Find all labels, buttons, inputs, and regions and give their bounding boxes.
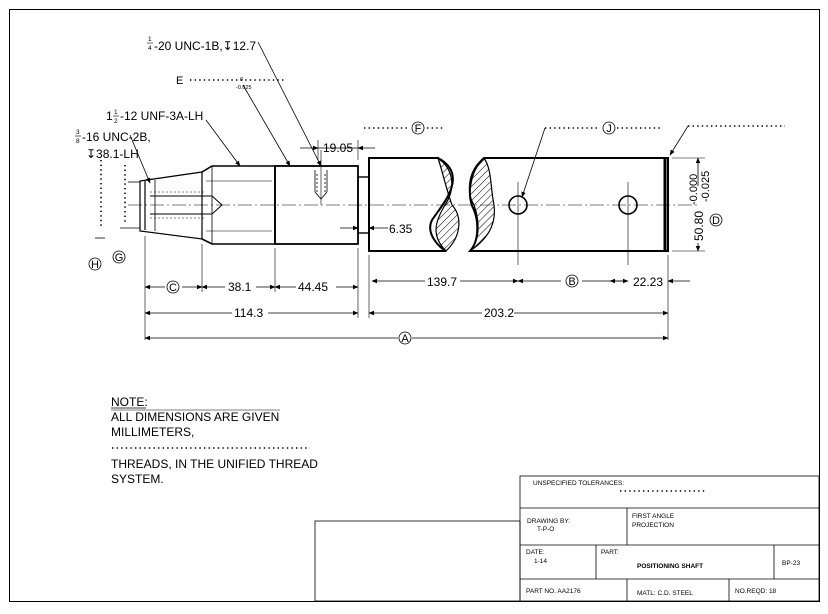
callout-mid-whole: 1 [106, 109, 113, 123]
note-line-1: ALL DIMENSIONS ARE GIVEN [111, 410, 280, 424]
tb-no-reqd: NO.REQD: 18 [735, 588, 777, 595]
callout-top-frac-den: 4 [148, 45, 152, 52]
dim-tol-lower: -0.025 [700, 170, 712, 202]
svg-text:C: C [169, 282, 177, 294]
tb-material: MATL: C.D. STEEL [637, 590, 693, 597]
note-line-2: MILLIMETERS, [111, 425, 195, 439]
title-block-text [526, 480, 800, 597]
tb-drawing-by-label: DRAWING BY: [527, 518, 571, 525]
callout-mid-thread: -12 UNF-3A-LH [120, 109, 204, 123]
dimension-values [228, 141, 712, 320]
tb-projection-1: FIRST ANGLE [632, 513, 675, 520]
callout-tol-sub: -0.025 [236, 85, 252, 91]
callout-left-frac-num: 3 [76, 129, 80, 136]
callout-top-frac-num: 1 [148, 36, 152, 43]
tb-projection-2: PROJECTION [632, 522, 674, 529]
callout-left-frac-den: 8 [76, 138, 80, 145]
callout-top-thread: -20 UNC-1B,↧12.7 [154, 39, 257, 53]
callout-left-depth: ↧38.1-LH [86, 147, 139, 161]
title-block [315, 476, 819, 601]
marker-c [167, 281, 179, 294]
marker-g [113, 251, 125, 264]
dim-6-35: 6.35 [389, 222, 413, 236]
callouts [75, 36, 256, 161]
tb-unspecified-tolerances: UNSPECIFIED TOLERANCES: [533, 480, 625, 487]
marker-a [399, 332, 411, 345]
tb-part-no: PART NO. AA2176 [526, 588, 581, 595]
tb-date-value: 1-14 [534, 558, 548, 565]
leader-lines [130, 42, 688, 197]
tb-drawing-by-value: T-P-O [537, 526, 555, 533]
callout-tol-label: E [176, 75, 184, 87]
dim-tol-upper: -0.000 [688, 173, 700, 205]
svg-text:H: H [91, 259, 99, 271]
dim-203-2: 203.2 [484, 306, 515, 320]
break-hatch-left [436, 158, 459, 251]
break-hatch-right [469, 158, 494, 251]
dim-114-3: 114.3 [234, 306, 264, 320]
callout-tol-sup: 0 [240, 77, 244, 83]
callout-mid-frac-den: 2 [114, 118, 118, 125]
tb-drawing-no: BP-23 [782, 560, 801, 567]
svg-text:J: J [606, 123, 612, 135]
marker-h [89, 258, 101, 271]
dim-22-23: 22.23 [633, 275, 664, 289]
svg-text:G: G [114, 252, 124, 264]
shaft-outline [140, 158, 668, 251]
dim-50-80: 50.80 [692, 210, 706, 241]
note-heading: NOTE: [111, 395, 148, 409]
dim-44-45: 44.45 [298, 280, 329, 294]
tb-part-label: PART: [601, 549, 619, 556]
marker-f [412, 122, 424, 135]
callout-mid-frac-num: 1 [114, 109, 118, 116]
note-line-3: THREADS, IN THE UNIFIED THREAD [111, 457, 318, 471]
sheet-border [10, 10, 820, 602]
note-line-4: SYSTEM. [111, 472, 164, 486]
callout-left-thread: -16 UNC-2B, [82, 130, 151, 144]
svg-text:F: F [414, 123, 422, 135]
extension-lines [145, 140, 705, 340]
svg-text:D: D [712, 215, 720, 227]
dim-139-7: 139.7 [427, 275, 458, 289]
tb-date-label: DATE: [526, 549, 545, 556]
dim-38-1: 38.1 [228, 280, 252, 294]
tb-part-value: POSITIONING SHAFT [637, 563, 704, 570]
dim-19-05: 19.05 [323, 141, 354, 155]
svg-text:B: B [568, 276, 576, 288]
marker-d [710, 214, 722, 227]
svg-text:A: A [401, 333, 409, 345]
marker-b [566, 275, 578, 288]
notes-block [111, 395, 318, 486]
dimension-lines [145, 148, 698, 338]
marker-j [603, 122, 615, 135]
